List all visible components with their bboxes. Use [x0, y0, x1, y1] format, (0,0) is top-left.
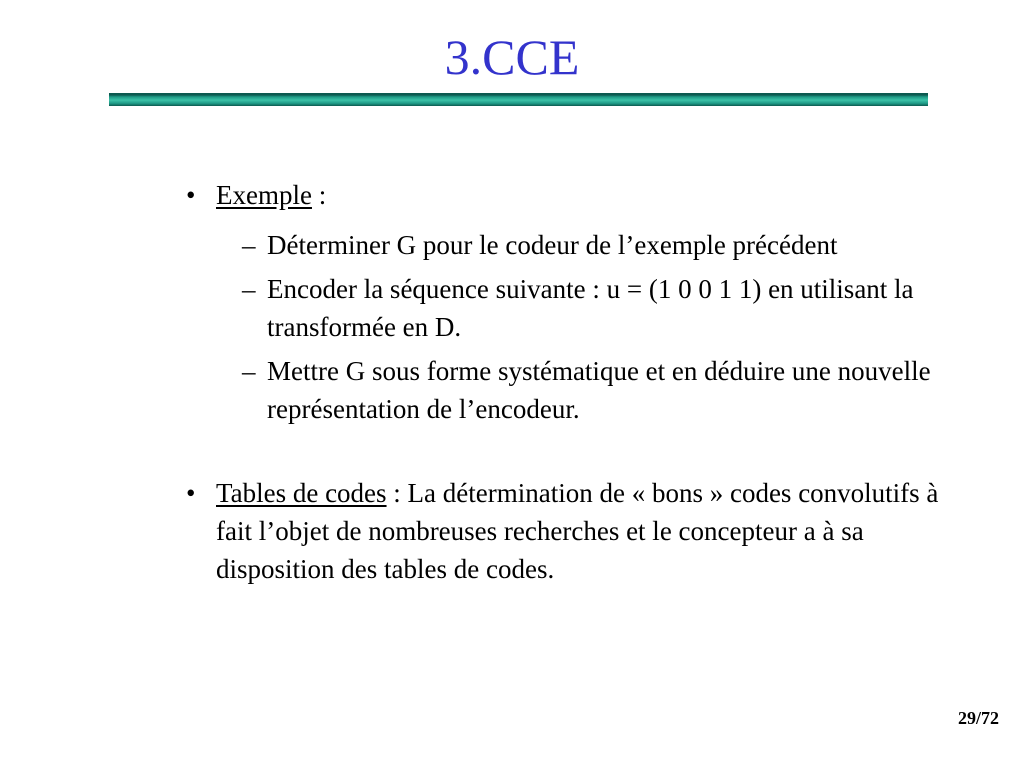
- subitem-encoder-sequence: [216, 270, 966, 346]
- slide-content: [186, 176, 966, 588]
- subitem-determiner-g: [216, 226, 966, 264]
- title-divider: [109, 93, 928, 106]
- slide-title: 3.CCE: [444, 29, 580, 85]
- subitem-text: Déterminer G pour le codeur de l’exemple précédent: [267, 230, 838, 260]
- subitem-text: Mettre G sous forme systématique et en déduire une nouvelle représentation de l’encodeur.: [267, 356, 931, 424]
- subitem-text: Encoder la séquence suivante : u = (1 0 0 1 1) en utilisant la transformée en D.: [267, 274, 914, 342]
- subitem-dash: –: [242, 274, 256, 304]
- bullet-marker: •: [186, 180, 196, 210]
- bullet-exemple: [186, 176, 966, 428]
- page-number: 29/72: [957, 708, 999, 728]
- subitem-dash: –: [242, 230, 256, 260]
- bullet-label-tables: Tables de codes: [216, 478, 387, 508]
- bullet-suffix-tables: : La détermination de « bons » codes convolutifs à fait l’objet de nombreuses recherches et le concepteur a à sa disposition des tables de codes.: [216, 478, 939, 584]
- bullet-label-exemple: Exemple: [216, 180, 312, 210]
- bullet-suffix-exemple: :: [311, 180, 327, 210]
- bullet-tables-de-codes: [186, 474, 966, 588]
- bullet-marker: •: [186, 478, 196, 508]
- subitem-dash: –: [242, 356, 256, 386]
- subitem-list: [216, 226, 966, 428]
- subitem-forme-systematique: [216, 352, 966, 428]
